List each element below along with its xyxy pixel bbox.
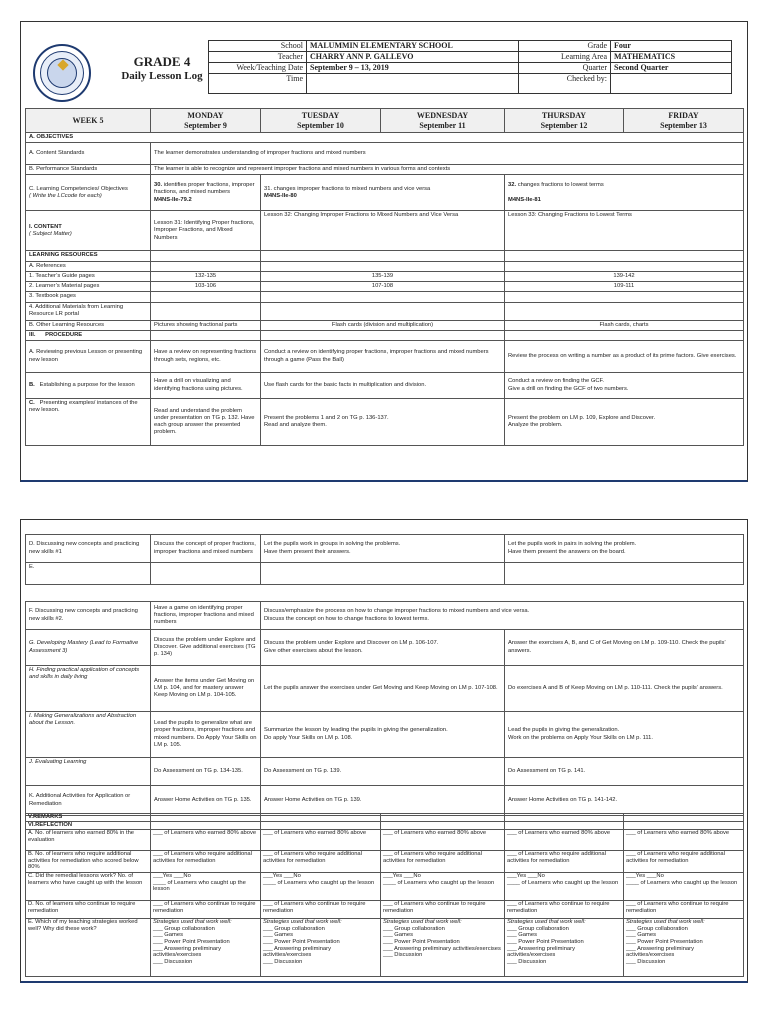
lm-pages-tuesday: 107-108 (261, 282, 505, 292)
monday-header: MONDAY September 9 (151, 109, 261, 133)
procedure-c-label: C. Presenting examples/ instances of the new lesson. (26, 399, 151, 446)
grade-label: Grade (519, 41, 611, 52)
procedure-k-monday: Answer Home Activities on TG p. 135. (151, 786, 261, 816)
objectives-heading: A. OBJECTIVES (26, 133, 744, 143)
procedure-f-tuesday: Discuss/emphasize the process on how to change improper fractions to mixed numbers and vice versa. Discuss the concept on how to change fractions to lowest terms. (261, 602, 744, 630)
competency-monday: 30. identifies proper fractions, improper fractions, and mixed numbers M4NS-IIe-79.2 (151, 175, 261, 211)
procedure-f-monday: Have a game on identifying proper fractions, improper fractions and mixed numbers (151, 602, 261, 630)
thursday-header: THURSDAY September 12 (505, 109, 624, 133)
quarter-value: Second Quarter (611, 63, 732, 74)
wednesday-header: WEDNESDAY September 11 (381, 109, 505, 133)
procedure-table-de (25, 534, 744, 585)
reflection-b-monday: ___ of Learners who require additional activities for remediation (151, 851, 261, 873)
week-label: Week/Teaching Date (209, 63, 307, 74)
procedure-table-fk (25, 601, 744, 816)
lesson-log-page-1 (20, 21, 748, 482)
procedure-g-label: G. Developing Mastery (Lead to Formative Assessment 3) (26, 630, 151, 666)
procedure-f-label: F. Discussing new concepts and practicing new skills #2. (26, 602, 151, 630)
reflection-d-monday: ___ of Learners who continue to require remediation (151, 901, 261, 919)
procedure-a-monday: Have a review on representing fractions through sets, regions, etc. (151, 341, 261, 373)
other-resources-thursday: Flash cards, charts (505, 320, 744, 330)
procedure-i-monday: Lead the pupils to generalize what are proper fractions, improper fractions and mixed numbers. Do Apply Your Skills on LM p. 105. (151, 712, 261, 758)
additional-materials-label: 4. Additional Materials from Learning Resource LR portal (26, 302, 151, 320)
reflection-c-friday: ___Yes ___No ____ of Learners who caught up the lesson (624, 873, 744, 901)
learning-resources-label: LEARNING RESOURCES (26, 251, 151, 261)
procedure-b-thursday: Conduct a review on finding the GCF. Give a drill on finding the GCF of two numbers. (505, 373, 744, 399)
header-info-table (208, 40, 732, 94)
school-label: School (209, 41, 307, 52)
reflection-d-wednesday: ___ of Learners who continue to require remediation (381, 901, 505, 919)
reflection-d-thursday: ___ of Learners who continue to require remediation (505, 901, 624, 919)
reflection-e-friday: Strategies used that work well: ___ Group collaboration ___ Games ___ Power Point Presentation ___ Answering preliminary activities/exercises ___ Discussion (624, 919, 744, 977)
competency-tuesday: 31. changes improper fractions to mixed numbers and vice versa M4NS-IIe-80 (261, 175, 505, 211)
reflection-e-thursday: Strategies used that work well: ___ Group collaboration ___ Games ___ Power Point Presentation ___ Answering preliminary activities/exercises ___ Discussion (505, 919, 624, 977)
week-header: WEEK 5 (26, 109, 151, 133)
reflection-a-friday: ___ of Learners who earned 80% above (624, 830, 744, 851)
procedure-g-tuesday: Discuss the problem under Explore and Discover on LM p. 106-107. Give other exercises about the lesson. (261, 630, 505, 666)
reflection-d-friday: ___ of Learners who continue to require remediation (624, 901, 744, 919)
reflection-b-thursday: ___ of Learners who require additional activities for remediation (505, 851, 624, 873)
reflection-c-monday: ___Yes ___No ____ of Learners who caught up the lesson (151, 873, 261, 901)
other-resources-label: B. Other Learning Resources (26, 320, 151, 330)
other-resources-monday: Pictures showing fractional parts (151, 320, 261, 330)
tuesday-header: TUESDAY September 10 (261, 109, 381, 133)
procedure-c-monday: Read and understand the problem under presentation on TG p. 132. Have each group answer the presented problem. (151, 399, 261, 446)
procedure-j-tuesday: Do Assessment on TG p. 139. (261, 758, 505, 786)
reflection-d-tuesday: ___ of Learners who continue to require remediation (261, 901, 381, 919)
tg-pages-tuesday: 135-139 (261, 271, 505, 281)
week-value: September 9 – 13, 2019 (307, 63, 519, 74)
reflection-b-tuesday: ___ of Learners who require additional activities for remediation (261, 851, 381, 873)
procedure-c-tuesday: Present the problems 1 and 2 on TG p. 136-137. Read and analyze them. (261, 399, 505, 446)
reflection-a-tuesday: ___ of Learners who earned 80% above (261, 830, 381, 851)
lesson-table (25, 108, 744, 446)
procedure-b-monday: Have a drill on visualizing and identifying fractions using pictures. (151, 373, 261, 399)
time-label: Time (209, 74, 307, 94)
procedure-i-tuesday: Summarize the lesson by leading the pupils in giving the generalization. Do apply Your Skills on LM p. 108. (261, 712, 505, 758)
teacher-label: Teacher (209, 52, 307, 63)
content-standards-value: The learner demonstrates understanding of improper fractions and mixed numbers (151, 143, 744, 165)
procedure-j-label: J. Evaluating Learning (26, 758, 151, 786)
deped-seal-icon (33, 44, 91, 102)
performance-standards-value: The learner is able to recognize and represent improper fractions and mixed numbers in various forms and contexts (151, 165, 744, 175)
content-monday: Lesson 31: Identifying Proper fractions, Improper Fractions, and Mixed Numbers (151, 211, 261, 251)
log-title: Daily Lesson Log (121, 70, 203, 82)
reflection-label: VI.REFLECTION (26, 822, 151, 830)
lm-pages-monday: 103-106 (151, 282, 261, 292)
procedure-g-monday: Discuss the problem under Explore and Discover. Give additional exercises (TG p. 134) (151, 630, 261, 666)
reflection-a-label: A. No. of learners who earned 80% in the evaluation (26, 830, 151, 851)
competency-thursday: 32. changes fractions to lowest terms M4NS-IIe-81 (505, 175, 744, 211)
procedure-j-thursday: Do Assessment on TG p. 141. (505, 758, 744, 786)
procedure-j-monday: Do Assessment on TG p. 134-135. (151, 758, 261, 786)
procedure-a-tuesday: Conduct a review on identifying proper fractions, improper fractions and mixed numbers through a game (Pass the Ball) (261, 341, 505, 373)
lm-pages-label: 2. Learner’s Material pages (26, 282, 151, 292)
procedure-a-label: A. Reviewing previous Lesson or presenting new lesson (26, 341, 151, 373)
reflection-c-wednesday: ___Yes ___No ____ of Learners who caught up the lesson (381, 873, 505, 901)
content-tuesday: Lesson 32: Changing Improper Fractions to Mixed Numbers and Vice Versa (261, 211, 505, 251)
procedure-d-label: D. Discussing new concepts and practicing new skills #1 (26, 535, 151, 563)
procedure-d-tuesday: Let the pupils work in groups in solving the problems. Have them present their answers. (261, 535, 505, 563)
teacher-value: CHARRY ANN P. GALLEVO (307, 52, 519, 63)
reflection-e-wednesday: Strategies used that work well: ___ Group collaboration ___ Games ___ Power Point Presentation ___ Answering preliminary activities/exercises ___ Discussion (381, 919, 505, 977)
reflection-e-monday: Strategies used that work well: ___ Group collaboration ___ Games ___ Power Point Presentation ___ Answering preliminary activities/exercises ___ Discussion (151, 919, 261, 977)
performance-standards-label: B. Performance Standards (26, 165, 151, 175)
procedure-a-thursday: Review the process on writing a number as a product of its prime factors. Give exercises. (505, 341, 744, 373)
other-resources-tuesday: Flash cards (division and multiplication) (261, 320, 505, 330)
reflection-b-friday: ___ of Learners who require additional activities for remediation (624, 851, 744, 873)
time-value (307, 74, 519, 94)
procedure-g-thursday: Answer the exercises A, B, and C of Get Moving on LM p. 109-110. Check the pupils’ answers. (505, 630, 744, 666)
procedure-h-tuesday: Let the pupils answer the exercises under Get Moving and Keep Moving on LM p. 107-108. (261, 666, 505, 712)
procedure-c-thursday: Present the problem on LM p. 109, Explore and Discover. Analyze the problem. (505, 399, 744, 446)
procedure-k-thursday: Answer Home Activities on TG p. 141-142. (505, 786, 744, 816)
quarter-label: Quarter (519, 63, 611, 74)
grade-value: Four (611, 41, 732, 52)
procedure-h-monday: Answer the items under Get Moving on LM p. 104, and for mastery answer Keep Moving on LM p. 104-105. (151, 666, 261, 712)
content-standards-label: A. Content Standards (26, 143, 151, 165)
competencies-label: C. Learning Competencies/ Objectives ( Write the LCcode for each) (26, 175, 151, 211)
grade-title: GRADE 4 (133, 54, 191, 69)
procedure-h-thursday: Do exercises A and B of Keep Moving on LM p. 110-111. Check the pupils’ answers. (505, 666, 744, 712)
reflection-b-wednesday: ___ of Learners who require additional activities for remediation (381, 851, 505, 873)
procedure-d-monday: Discuss the concept of proper fractions, improper fractions and mixed numbers (151, 535, 261, 563)
procedure-d-thursday: Let the pupils work in pairs in solving the problem. Have them present the answers on the board. (505, 535, 744, 563)
reflection-table (25, 813, 744, 977)
friday-header: FRIDAY September 13 (624, 109, 744, 133)
content-thursday: Lesson 33: Changing Fractions to Lowest Terms (505, 211, 744, 251)
lesson-log-page-2 (20, 519, 748, 983)
reflection-a-wednesday: ___ of Learners who earned 80% above (381, 830, 505, 851)
textbook-pages-label: 3. Textbook pages (26, 292, 151, 302)
reflection-b-label: B. No. of learners who require additional activities for remediation who scored below 80% (26, 851, 151, 873)
procedure-i-thursday: Lead the pupils in giving the generalization. Work on the problems on Apply Your Skills on LM p. 111. (505, 712, 744, 758)
procedure-b-tuesday: Use flash cards for the basic facts in multiplication and division. (261, 373, 505, 399)
school-value: MALUMMIN ELEMENTARY SCHOOL (307, 41, 519, 52)
tg-pages-monday: 132-135 (151, 271, 261, 281)
procedure-h-label: H. Finding practical application of concepts and skills in daily living (26, 666, 151, 712)
tg-pages-thursday: 139-142 (505, 271, 744, 281)
procedure-k-tuesday: Answer Home Activities on TG p. 139. (261, 786, 505, 816)
reflection-c-label: C. Did the remedial lessons work? No. of learners who have caught up with the lesson (26, 873, 151, 901)
reflection-a-thursday: ___ of Learners who earned 80% above (505, 830, 624, 851)
tg-pages-label: 1. Teacher’s Guide pages (26, 271, 151, 281)
procedure-b-label: B. Establishing a purpose for the lesson (26, 373, 151, 399)
references-label: A. References (26, 261, 151, 271)
reflection-e-label: E. Which of my teaching strategies worked well? Why did these work? (26, 919, 151, 977)
reflection-a-monday: ___ of Learners who earned 80% above (151, 830, 261, 851)
remarks-label: V.REMARKS (26, 814, 151, 822)
reflection-d-label: D. No. of learners who continue to require remediation (26, 901, 151, 919)
content-label: I. CONTENT ( Subject Matter) (26, 211, 151, 251)
area-value: MATHEMATICS (611, 52, 732, 63)
area-label: Learning Area (519, 52, 611, 63)
procedure-e-label: E. (26, 563, 151, 585)
reflection-c-thursday: ___Yes ___No ____ of Learners who caught up the lesson (505, 873, 624, 901)
procedure-k-label: K. Additional Activities for Application or Remediation (26, 786, 151, 816)
reflection-e-tuesday: Strategies used that work well: ___ Group collaboration ___ Games ___ Power Point Presentation ___ Answering preliminary activities/exercises ___ Discussion (261, 919, 381, 977)
lm-pages-thursday: 109-111 (505, 282, 744, 292)
reflection-c-tuesday: ___Yes ___No ____ of Learners who caught up the lesson (261, 873, 381, 901)
procedure-heading: III. PROCEDURE (26, 330, 151, 340)
checked-value (611, 74, 732, 94)
procedure-i-label: I. Making Generalizations and Abstraction about the Lesson. (26, 712, 151, 758)
checked-label: Checked by: (519, 74, 611, 94)
